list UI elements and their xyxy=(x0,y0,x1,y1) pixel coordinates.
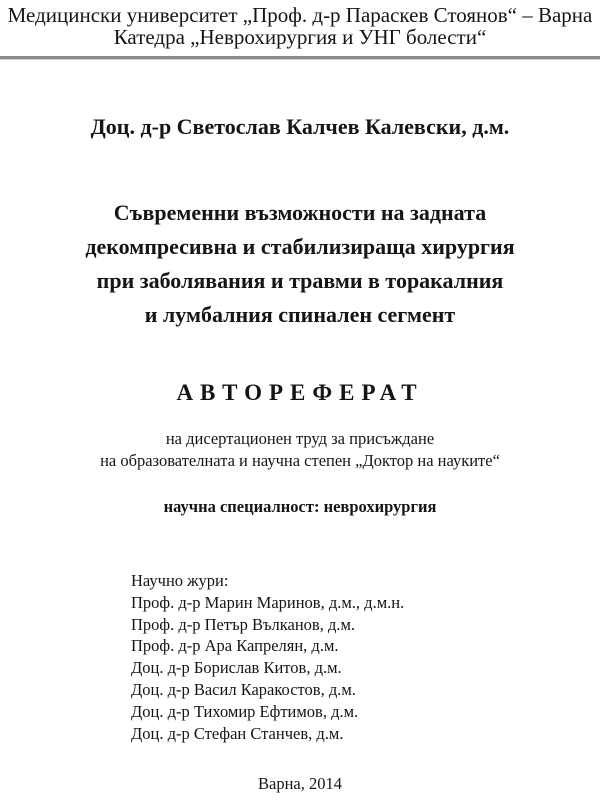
jury-member: Проф. д-р Ара Капрелян, д.м. xyxy=(131,636,339,656)
jury-list xyxy=(131,570,404,744)
author-name: Доц. д-р Светослав Калчев Калевски, д.м. xyxy=(90,114,510,139)
subtitle-line: на дисертационен труд за присъждане xyxy=(165,429,435,448)
jury-member: Доц. д-р Борислав Китов, д.м. xyxy=(131,658,342,678)
title-line: и лумбалния спинален сегмент xyxy=(144,302,456,327)
document-type: АВТОРЕФЕРАТ xyxy=(176,380,424,405)
title-line: Съвременни възможности на задната xyxy=(113,200,487,225)
subtitle-line: на образователната и научна степен „Доктор на науките“ xyxy=(100,451,500,470)
place-year: Варна, 2014 xyxy=(258,774,342,793)
university-header: Медицински университет „Проф. д-р Параскев Стоянов“ – Варна xyxy=(7,3,593,27)
title-line: при заболявания и травми в торакалния xyxy=(96,268,504,293)
title-line: декомпресивна и стабилизираща хирургия xyxy=(85,234,515,259)
department-header: Катедра „Неврохирургия и УНГ болести“ xyxy=(113,25,487,49)
jury-member: Доц. д-р Васил Каракостов, д.м. xyxy=(131,679,356,699)
jury-member: Проф. д-р Петър Вълканов, д.м. xyxy=(131,614,356,634)
jury-member: Доц. д-р Тихомир Ефтимов, д.м. xyxy=(131,701,359,721)
header-divider xyxy=(0,56,600,60)
jury-member: Доц. д-р Стефан Станчев, д.м. xyxy=(131,723,344,743)
specialty: научна специалност: неврохирургия xyxy=(163,497,437,516)
jury-label: Научно жури: xyxy=(131,571,229,590)
jury-member: Проф. д-р Марин Маринов, д.м., д.м.н. xyxy=(131,592,405,612)
